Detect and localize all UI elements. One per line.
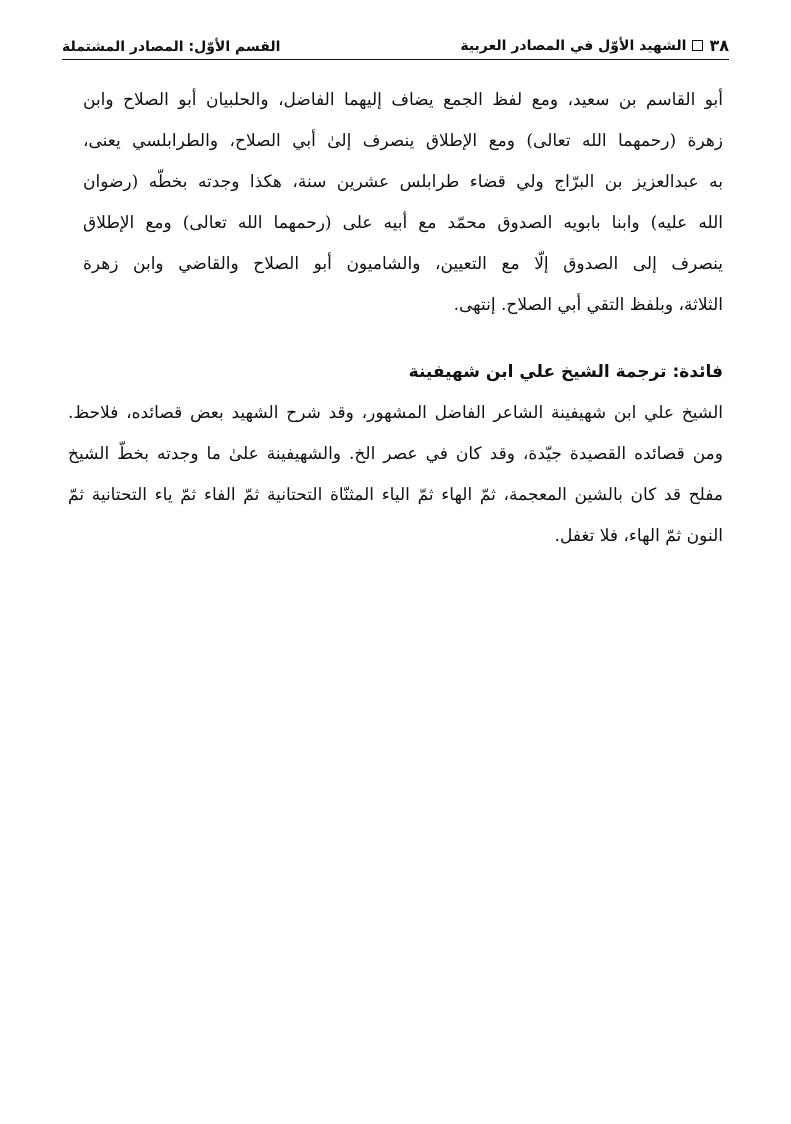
section-heading: فائدة: ترجمة الشيخ علي ابن شهيفينة: [408, 362, 723, 382]
text-line: ينصرف إلى الصدوق إلّا مع التعيين، والشاميون أبو الصلاح والقاضي وابن زهرة: [83, 254, 723, 274]
page-body: [68, 80, 723, 557]
section-paragraph: [68, 393, 723, 557]
running-title-left: القسم الأوّل: المصادر المشتملة: [62, 39, 281, 55]
paragraph-spacer: [68, 326, 723, 352]
square-icon: [692, 40, 703, 51]
text-line: الثلاثة، وبلفظ التقي أبي الصلاح. إنتهى.: [453, 295, 723, 315]
text-line: به عبدالعزيز بن البرّاج ولي قضاء طرابلس عشرين سنة، هكذا وجدته بخطّه (رضوان: [83, 172, 723, 192]
text-line: مفلح قد كان بالشين المعجمة، ثمّ الهاء ثمّ الياء المثنّاة التحتانية ثمّ الفاء ثمّ ياء التحتانية ثمّ: [68, 485, 723, 505]
text-line: زهرة (رحمهما الله تعالى) ومع الإطلاق ينصرف إلىٰ أبي الصلاح، والطرابلسي يعنى،: [83, 131, 723, 151]
running-title-right: الشهيد الأوّل في المصادر العربية: [460, 37, 687, 54]
text-line: ومن قصائده القصيدة جيّدة، وقد كان في عصر الخ. والشهيفينة علىٰ ما وجدته بخطّ الشيخ: [68, 444, 723, 464]
header-right-group: [460, 36, 729, 55]
text-line: الشيخ علي ابن شهيفينة الشاعر الفاضل المشهور، وقد شرح الشهيد بعض قصائده، فلاحظ.: [68, 403, 723, 423]
paragraph-continued: [68, 80, 723, 326]
page-number: ٣٨: [709, 36, 729, 55]
text-line: النون ثمّ الهاء، فلا تغفل.: [554, 526, 723, 546]
text-line: الله عليه) وابنا بابويه الصدوق محمّد مع أبيه على (رحمهما الله تعالى) ومع الإطلاق: [83, 213, 723, 233]
text-line: أبو القاسم بن سعيد، ومع لفظ الجمع يضاف إليهما الفاضل، والحلبيان أبو الصلاح وابن: [83, 90, 723, 110]
page-header: [62, 30, 729, 60]
